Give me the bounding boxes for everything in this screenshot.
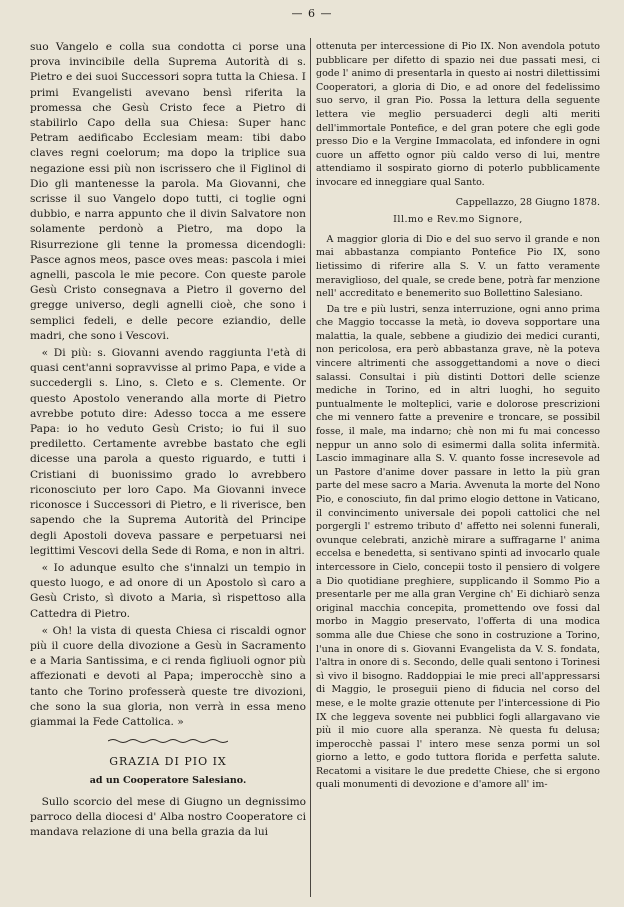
body-paragraph: ottenuta per intercessione di Pio IX. Non avendola potuto pubblicare per difetto di spazio nei due passati mesi, ci gode l' animo di presentarla in questo ai nostri dilettissimi Cooperatori, a gloria di Dio, e ad onore del fedelissimo suo servo, il gran Pio. Possa la lettura della seguente lettera vie meglio persuaderci degli alti meriti dell'immortale Pontefice, e del gran potere che egli gode presso Dio e la Vergine Immacolata, ed infondere in ogni cuore un affetto ognor più caldo verso di lui, mentre attendiamo il sospirato giorno di poterlo pubblicamente invocare ed inneggiare qual Santo.: [316, 41, 600, 188]
right-column: [316, 40, 600, 899]
left-column: [30, 40, 306, 899]
section-subtitle: ad un Cooperatore Salesiano.: [89, 775, 247, 787]
body-paragraph: « Oh! la vista di questa Chiesa ci riscaldi ognor più il cuore della divozione a Gesù in Sacramento e a Maria Santissima, e ci renda figliuoli ognor più affezionati e devoti al Papa; imperocchè sino a tanto che Torino professerà queste tre divozioni, che sono la sua gloria, non verrà in essa meno giammai la Fede Cattolica. »: [30, 624, 306, 728]
page-number: — 6 —: [291, 7, 333, 20]
body-paragraph: Da tre e più lustri, senza interruzione, ogni anno prima che Maggio toccasse la metà, io doveva sopportare una malattia, la quale, sebbene a giudizio dei medici curanti, non pericolosa, era però abbastanza grave, nè la poteva vincere altrimenti che assoggettandomi a nove o dieci salassi. Consultai i più distinti Dottori delle scienze mediche in Torino, ed in altri luoghi, ho seguito puntualmente le molteplici, varie e dolorose prescrizioni che mi vennero fatte a prevenire e troncare, se possibil fosse, il male, ma indarno; chè non mi fu mai concesso neppur un anno solo di esimermi dalla solita infermità. Lascio immaginare alla S. V. quanto fosse incresevole ad un Pastore d'anime dover passare in letto la più gran parte del mese sacro a Maria. Avvenuta la morte del Nono Pio, e conosciuto, fin dal primo elogio dettone in Vaticano, il convincimento universale dei popoli cattolici che nel porgergli l' estremo tributo d' affetto nei solenni funerali, ovunque celebrati, anzichè mirare a suffragarne l' anima eccelsa e benedetta, si sentivano spinti ad invocarlo quale intercessore in Cielo, concepii tosto il pensiero di volgere a Dio quotidiane preghiere, supplicando il Sommo Pio a presentarle per me alla gran Vergine ch' Ei dichiarò senza original macchia concepita, promettendo ove fossi dal morbo in Maggio preservato, l'offerta di una modica somma alle due Chiese che sono in costruzione a Torino, l'una in onore di s. Giovanni Evangelista da V. S. fondata, l'altra in onore di s. Secondo, delle quali sentono i Torinesi sì vivo il bisogno. Raddoppiai le mie preci all'appressarsi di Maggio, le proseguii pieno di fiducia nel corso del mese, e le molte grazie ottenute per l'intercessione di Pio IX che leggeva sovente nei pubblici fogli allargavano vie più il mio cuore alla speranza. Nè questa fu delusa; imperocchè passai l' intero mese senza pormi un sol giorno a letto, e godo tuttora florida e perfetta salute. Recatomi a visitare le due predette Chiese, che si ergono quali monumenti di devozione e d'amore all' im-: [316, 303, 600, 791]
body-paragraph: Sullo scorcio del mese di Giugno un degnissimo parroco della diocesi d' Alba nostro Cooperatore ci mandava relazione di una bella grazia da lui: [30, 795, 306, 838]
body-paragraph: « Io adunque esulto che s'innalzi un tempio in questo luogo, e ad onore di un Apostolo sì caro a Gesù Cristo, sì divoto a Maria, sì rispettoso alla Cattedra di Pietro.: [30, 561, 306, 620]
decorative-separator: [108, 738, 228, 744]
letter-date: Cappellazzo, 28 Giugno 1878.: [455, 196, 600, 208]
body-paragraph: « Di più: s. Giovanni avendo raggiunta l'età di quasi cent'anni sopravvisse al primo Papa, e vide a succedergli s. Lino, s. Cleto e s. Clemente. Or questo Apostolo venerando alla morte di Pietro avrebbe potuto dire: Adesso tocca a me essere Papa: io ho veduto Gesù Cristo; io fui il suo prediletto. Certamente avrebbe bastato che egli dicesse una parola a questo riguardo, e tutti i Cristiani di buonissimo grado lo avrebbero riconosciuto per loro Capo. Ma Giovanni invece riconosce i Successori di Pietro, e li riverisce, ben sapendo che la Suprema Autorità del Principe degli Apostoli doveva passare e perpetuarsi nei legittimi Vescovi della Sede di Roma, e non in altri.: [30, 347, 306, 557]
body-paragraph: A maggior gloria di Dio e del suo servo il grande e non mai abbastanza compianto Pontefice Pio IX, sono lietissimo di riferire alla S. V. un fatto veramente meraviglioso, del quale, se crede bene, potrà far menzione nell' accreditato e benemerito suo Bollettino Salesiano.: [316, 233, 600, 300]
letter-salutation: Ill.mo e Rev.mo Signore,: [393, 214, 523, 226]
body-paragraph: suo Vangelo e colla sua condotta ci porse una prova invincibile della Suprema Autorità di s. Pietro e dei suoi Successori sopra tutta la Chiesa. I primi Evangelisti avevano bensì riferita la promessa che Gesù Cristo fece a Pietro di stabilirlo Capo della sua Chiesa: Super hanc Petram aedificabo Ecclesiam meam: tibi dabo claves regni coelorum; ma dopo la triplice sua negazione essi più non iscrissero che il Figlinol di Dio gli mantenesse la parola. Ma Giovanni, che scrisse il suo Vangelo dopo tutti, ci toglie ogni dubbio, e narra appunto che il divin Salvatore non solamente perdonò a Pietro, ma dopo la Risurrezione gli tenne la promessa dicendogli: Pasce agnos meos, pasce oves meas: pascola i miei agnelli, pascola le mie pecore. Con queste parole Gesù Cristo consegnava a Pietro il governo del gregge universo, degli agnelli cioè, che sono i semplici fedeli, e delle pecore eziandio, delle madri, che sono i Vescovi.: [30, 41, 306, 342]
column-divider: [310, 38, 311, 897]
section-title: GRAZIA DI PIO IX: [109, 755, 227, 769]
